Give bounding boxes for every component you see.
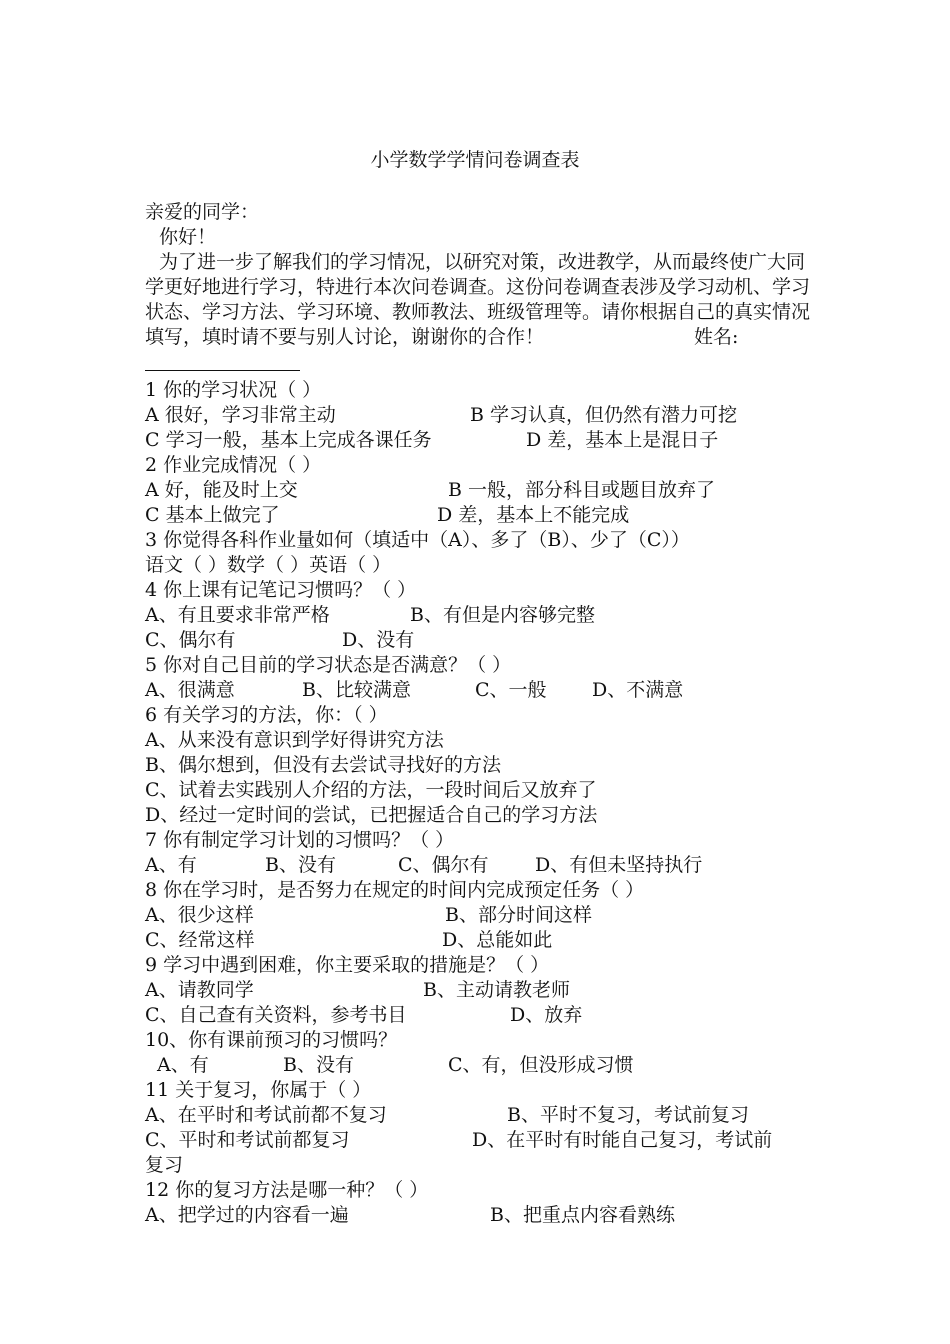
question-5: 5 你对自己目前的学习状态是否满意？（ ） (145, 654, 512, 676)
q6-option-d[interactable]: D、经过一定时间的尝试，已把握适合自己的学习方法 (145, 804, 598, 826)
q4-option-b[interactable]: B、有但是内容够完整 (410, 604, 595, 626)
question-1-row-1 (145, 403, 810, 428)
q11-option-c[interactable]: C、平时和考试前都复习 (145, 1129, 350, 1151)
q9-option-c[interactable]: C、自己查有关资料，参考书目 (145, 1004, 407, 1026)
q11-option-d[interactable]: D、在平时有时能自己复习，考试前 (472, 1129, 773, 1151)
greeting: 亲爱的同学： (145, 201, 260, 223)
q1-option-c[interactable]: C 学习一般，基本上完成各课任务 (145, 429, 432, 451)
q6-option-a[interactable]: A、从来没有意识到学好得讲究方法 (145, 729, 444, 751)
q2-option-c[interactable]: C 基本上做完了 (145, 504, 280, 526)
q7-option-a[interactable]: A、有 (145, 854, 197, 876)
q5-option-b[interactable]: B、比较满意 (302, 679, 411, 701)
question-9-row-1 (145, 978, 810, 1003)
question-12: 12 你的复习方法是哪一种？（ ） (145, 1179, 429, 1201)
q2-option-d[interactable]: D 差，基本上不能完成 (437, 504, 630, 526)
q7-option-c[interactable]: C、偶尔有 (398, 854, 489, 876)
q4-option-a[interactable]: A、有且要求非常严格 (145, 604, 330, 626)
q1-option-a[interactable]: A 很好，学习非常主动 (145, 404, 336, 426)
question-6: 6 有关学习的方法，你：（ ） (145, 704, 388, 726)
q4-option-c[interactable]: C、偶尔有 (145, 629, 236, 651)
q8-option-b[interactable]: B、部分时间这样 (445, 904, 592, 926)
name-label: 姓名: (694, 326, 739, 348)
hello-text: 你好！ (159, 226, 217, 248)
question-3-subjects[interactable]: 语文（ ）数学（ ）英语（ ） (145, 554, 392, 576)
q10-option-b[interactable]: B、没有 (283, 1054, 354, 1076)
q6-option-c[interactable]: C、试着去实践别人介绍的方法，一段时间后又放弃了 (145, 779, 597, 801)
q2-option-b[interactable]: B 一般，部分科目或题目放弃了 (448, 479, 716, 501)
q8-option-a[interactable]: A、很少这样 (145, 904, 254, 926)
question-8: 8 你在学习时，是否努力在规定的时间内完成预定任务（ ） (145, 879, 645, 901)
name-field[interactable] (145, 350, 300, 371)
question-10-row-1 (145, 1053, 810, 1078)
question-8-row-2 (145, 928, 810, 953)
question-4-row-1 (145, 603, 810, 628)
q5-option-a[interactable]: A、很满意 (145, 679, 235, 701)
q11-option-b[interactable]: B、平时不复习，考试前复习 (507, 1104, 749, 1126)
questionnaire-body (145, 200, 810, 1228)
question-2-row-2 (145, 503, 810, 528)
q12-option-a[interactable]: A、把学过的内容看一遍 (145, 1204, 349, 1226)
q5-option-d[interactable]: D、不满意 (592, 679, 684, 701)
question-2: 2 作业完成情况（ ） (145, 454, 322, 476)
question-11: 11 关于复习，你属于（ ） (145, 1079, 372, 1101)
question-10: 10、你有课前预习的习惯吗？ (145, 1029, 398, 1051)
question-1: 1 你的学习状况（ ） (145, 379, 322, 401)
question-5-row-1 (145, 678, 810, 703)
page-title: 小学数学学情问卷调查表 (370, 149, 580, 171)
q10-option-a[interactable]: A、有 (157, 1054, 209, 1076)
question-4: 4 你上课有记笔记习惯吗？（ ） (145, 579, 417, 601)
q12-option-b[interactable]: B、把重点内容看熟练 (490, 1204, 675, 1226)
q8-option-d[interactable]: D、总能如此 (442, 929, 553, 951)
question-3: 3 你觉得各科作业量如何（填适中（A）、多了（B）、少了（C）） (145, 529, 690, 551)
question-9-row-2 (145, 1003, 810, 1028)
q6-option-b[interactable]: B、偶尔想到，但没有去尝试寻找好的方法 (145, 754, 501, 776)
q9-option-a[interactable]: A、请教同学 (145, 979, 254, 1001)
question-7-row-1 (145, 853, 810, 878)
question-8-row-1 (145, 903, 810, 928)
question-7: 7 你有制定学习计划的习惯吗？（ ） (145, 829, 455, 851)
intro-text: 为了进一步了解我们的学习情况，以研究对策，改进教学，从而最终使广大同学更好地进行学习，特进行本次问卷调查。这份问卷调查表涉及学习动机、学习状态、学习方法、学习环境、教师教法、班级管理等。请你根据自己的真实情况填写，填时请不要与别人讨论，谢谢你的合作！ (145, 251, 811, 348)
q1-option-b[interactable]: B 学习认真，但仍然有潜力可挖 (470, 404, 738, 426)
question-1-row-2 (145, 428, 810, 453)
q9-option-b[interactable]: B、主动请教老师 (423, 979, 570, 1001)
intro-paragraph (145, 250, 810, 378)
question-11-row-1 (145, 1103, 810, 1128)
q7-option-b[interactable]: B、没有 (265, 854, 336, 876)
question-11-row-2 (145, 1128, 810, 1153)
q9-option-d[interactable]: D、放弃 (510, 1004, 583, 1026)
q5-option-c[interactable]: C、一般 (475, 679, 547, 701)
question-4-row-2 (145, 628, 810, 653)
q7-option-d[interactable]: D、有但未坚持执行 (535, 854, 703, 876)
q8-option-c[interactable]: C、经常这样 (145, 929, 255, 951)
q11-option-a[interactable]: A、在平时和考试前都不复习 (145, 1104, 387, 1126)
q1-option-d[interactable]: D 差，基本上是混日子 (526, 429, 719, 451)
q10-option-c[interactable]: C、有，但没形成习惯 (448, 1054, 634, 1076)
question-9: 9 学习中遇到困难，你主要采取的措施是？（ ） (145, 954, 550, 976)
q2-option-a[interactable]: A 好，能及时上交 (145, 479, 298, 501)
question-12-row-1 (145, 1203, 810, 1228)
question-2-row-1 (145, 478, 810, 503)
q11-option-d-continued: 复习 (145, 1154, 184, 1176)
q4-option-d[interactable]: D、没有 (342, 629, 415, 651)
